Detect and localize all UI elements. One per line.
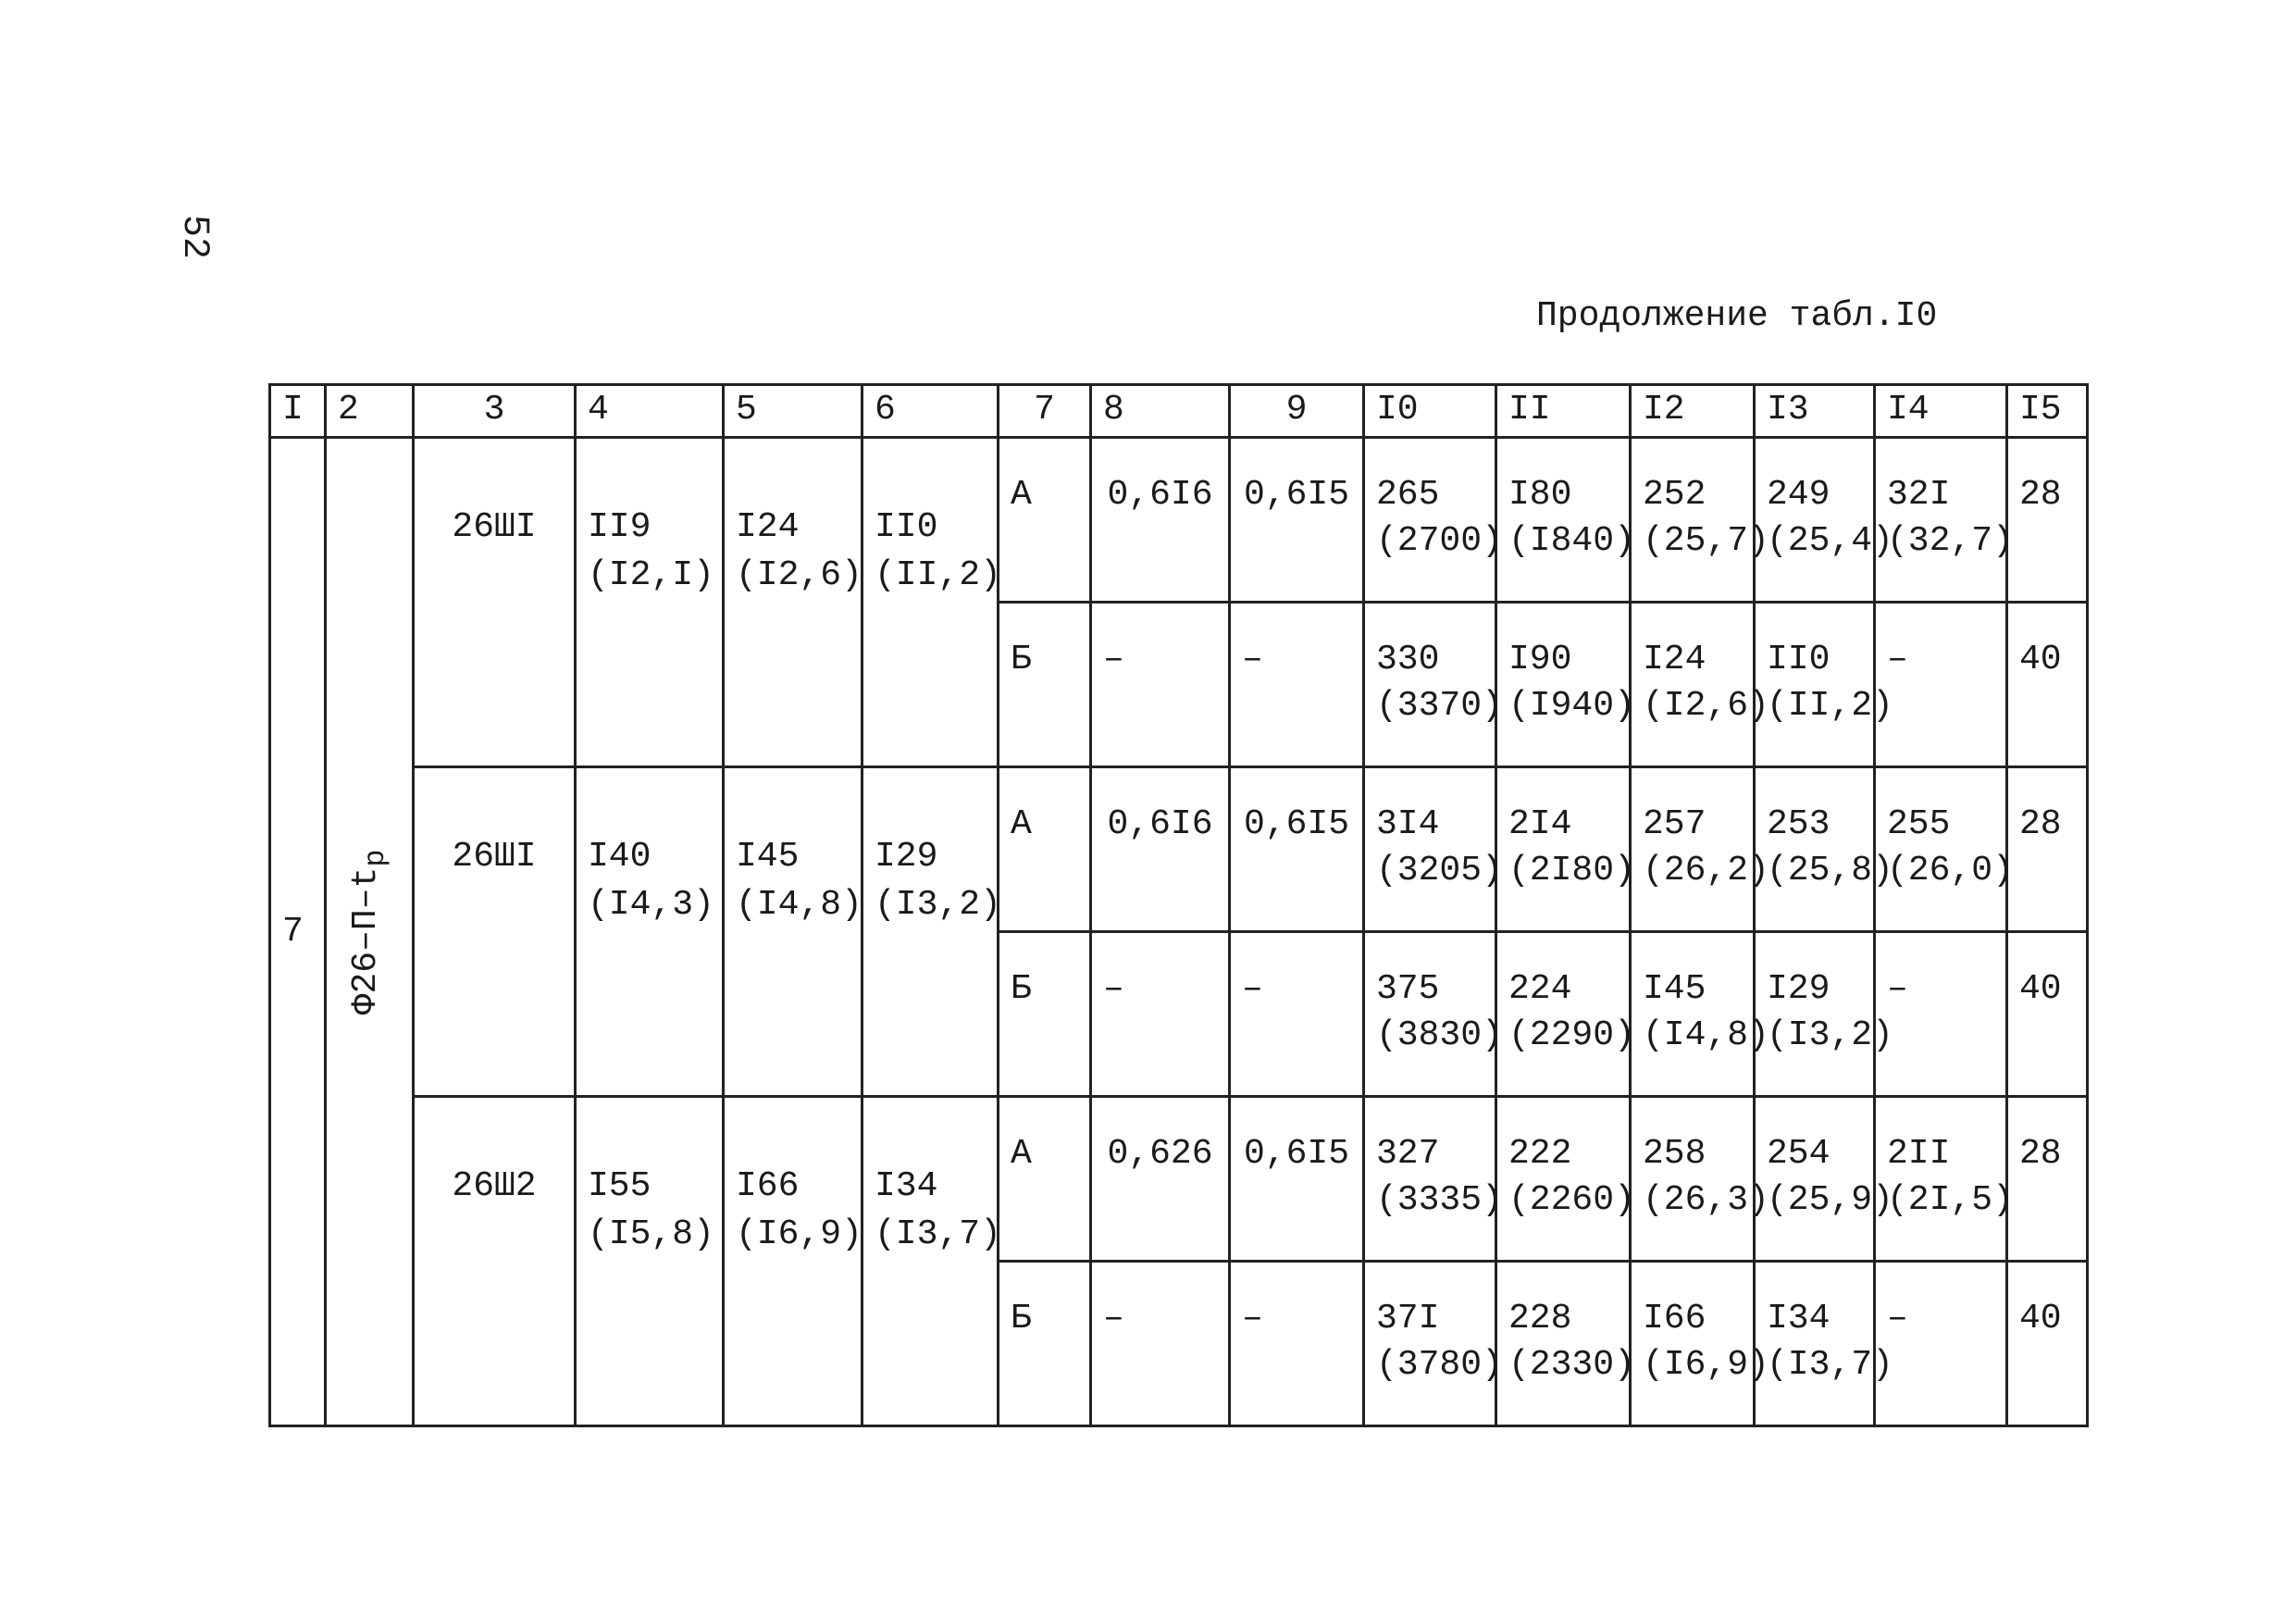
value-cell: – [1230, 1262, 1364, 1426]
value-cell: 37I (3780) [1364, 1262, 1496, 1426]
table-caption: Продолжение табл.I0 [1536, 296, 1938, 336]
group-cell: II0 (II,2) [863, 438, 999, 767]
header-cell: 6 [863, 385, 999, 438]
table-row [270, 438, 2088, 603]
value-cell: 228 (2330) [1496, 1262, 1631, 1426]
value-cell: 3I4 (3205) [1364, 767, 1496, 932]
group-cell: I34 (I3,7) [863, 1097, 999, 1426]
design-label: $Ф26-П-t_р$ [346, 849, 392, 1014]
header-cell: 3 [414, 385, 576, 438]
section-cell: 26ШI [414, 438, 576, 767]
value-cell: 28 [2007, 438, 2088, 603]
header-cell: 9 [1230, 385, 1364, 438]
header-cell: I3 [1755, 385, 1875, 438]
value-cell: 0,6I5 [1230, 767, 1364, 932]
header-cell: I0 [1364, 385, 1496, 438]
value-cell: 0,626 [1091, 1097, 1230, 1262]
header-cell: 5 [724, 385, 863, 438]
value-cell: 40 [2007, 603, 2088, 767]
section-cell: 26Ш2 [414, 1097, 576, 1426]
design-cell [326, 438, 414, 1426]
value-cell: 0,6I6 [1091, 438, 1230, 603]
group-cell: I40 (I4,3) [576, 767, 724, 1097]
value-cell: I90 (I940) [1496, 603, 1631, 767]
header-cell: II [1496, 385, 1631, 438]
value-cell: – [1875, 603, 2007, 767]
table-row [270, 767, 2088, 932]
value-cell: 40 [2007, 1262, 2088, 1426]
type-cell: А [999, 767, 1091, 932]
value-cell: I29 (I3,2) [1755, 932, 1875, 1097]
value-cell: 224 (2290) [1496, 932, 1631, 1097]
value-cell: 330 (3370) [1364, 603, 1496, 767]
group-cell: I55 (I5,8) [576, 1097, 724, 1426]
header-cell: 8 [1091, 385, 1230, 438]
value-cell: – [1875, 1262, 2007, 1426]
value-cell: 265 (2700) [1364, 438, 1496, 603]
value-cell: 327 (3335) [1364, 1097, 1496, 1262]
value-cell: I80 (I840) [1496, 438, 1631, 603]
value-cell: I24 (I2,6) [1631, 603, 1755, 767]
value-cell: 32I (32,7) [1875, 438, 2007, 603]
type-cell: Б [999, 1262, 1091, 1426]
value-cell: 2II (2I,5) [1875, 1097, 2007, 1262]
header-cell: 4 [576, 385, 724, 438]
value-cell: 253 (25,8) [1755, 767, 1875, 932]
group-cell: I29 (I3,2) [863, 767, 999, 1097]
header-cell: I5 [2007, 385, 2088, 438]
group-cell: I66 (I6,9) [724, 1097, 863, 1426]
page-number: 52 [173, 215, 215, 260]
header-cell: I [270, 385, 326, 438]
header-row [270, 385, 2088, 438]
value-cell: 258 (26,3) [1631, 1097, 1755, 1262]
value-cell: 255 (26,0) [1875, 767, 2007, 932]
value-cell: 249 (25,4) [1755, 438, 1875, 603]
value-cell: 257 (26,2) [1631, 767, 1755, 932]
value-cell: 0,6I5 [1230, 1097, 1364, 1262]
header-cell: 7 [999, 385, 1091, 438]
value-cell: 2I4 (2I80) [1496, 767, 1631, 932]
value-cell: 28 [2007, 1097, 2088, 1262]
type-cell: Б [999, 603, 1091, 767]
value-cell: 375 (3830) [1364, 932, 1496, 1097]
value-cell: 0,6I5 [1230, 438, 1364, 603]
value-cell: – [1091, 932, 1230, 1097]
header-cell: 2 [326, 385, 414, 438]
value-cell: II0 (II,2) [1755, 603, 1875, 767]
section-cell: 26ШI [414, 767, 576, 1097]
group-cell: I45 (I4,8) [724, 767, 863, 1097]
value-cell: I45 (I4,8) [1631, 932, 1755, 1097]
value-cell: I34 (I3,7) [1755, 1262, 1875, 1426]
header-cell: I4 [1875, 385, 2007, 438]
value-cell: 254 (25,9) [1755, 1097, 1875, 1262]
type-cell: А [999, 1097, 1091, 1262]
value-cell: – [1091, 603, 1230, 767]
value-cell: – [1875, 932, 2007, 1097]
table-row [270, 1097, 2088, 1262]
value-cell: I66 (I6,9) [1631, 1262, 1755, 1426]
value-cell: – [1230, 932, 1364, 1097]
group-cell: II9 (I2,I) [576, 438, 724, 767]
group-cell: I24 (I2,6) [724, 438, 863, 767]
value-cell: 40 [2007, 932, 2088, 1097]
data-table [268, 383, 2089, 1427]
value-cell: – [1091, 1262, 1230, 1426]
type-cell: А [999, 438, 1091, 603]
header-cell: I2 [1631, 385, 1755, 438]
type-cell: Б [999, 932, 1091, 1097]
value-cell: 222 (2260) [1496, 1097, 1631, 1262]
value-cell: 0,6I6 [1091, 767, 1230, 932]
value-cell: – [1230, 603, 1364, 767]
row-number-cell: 7 [270, 438, 326, 1426]
value-cell: 28 [2007, 767, 2088, 932]
value-cell: 252 (25,7) [1631, 438, 1755, 603]
